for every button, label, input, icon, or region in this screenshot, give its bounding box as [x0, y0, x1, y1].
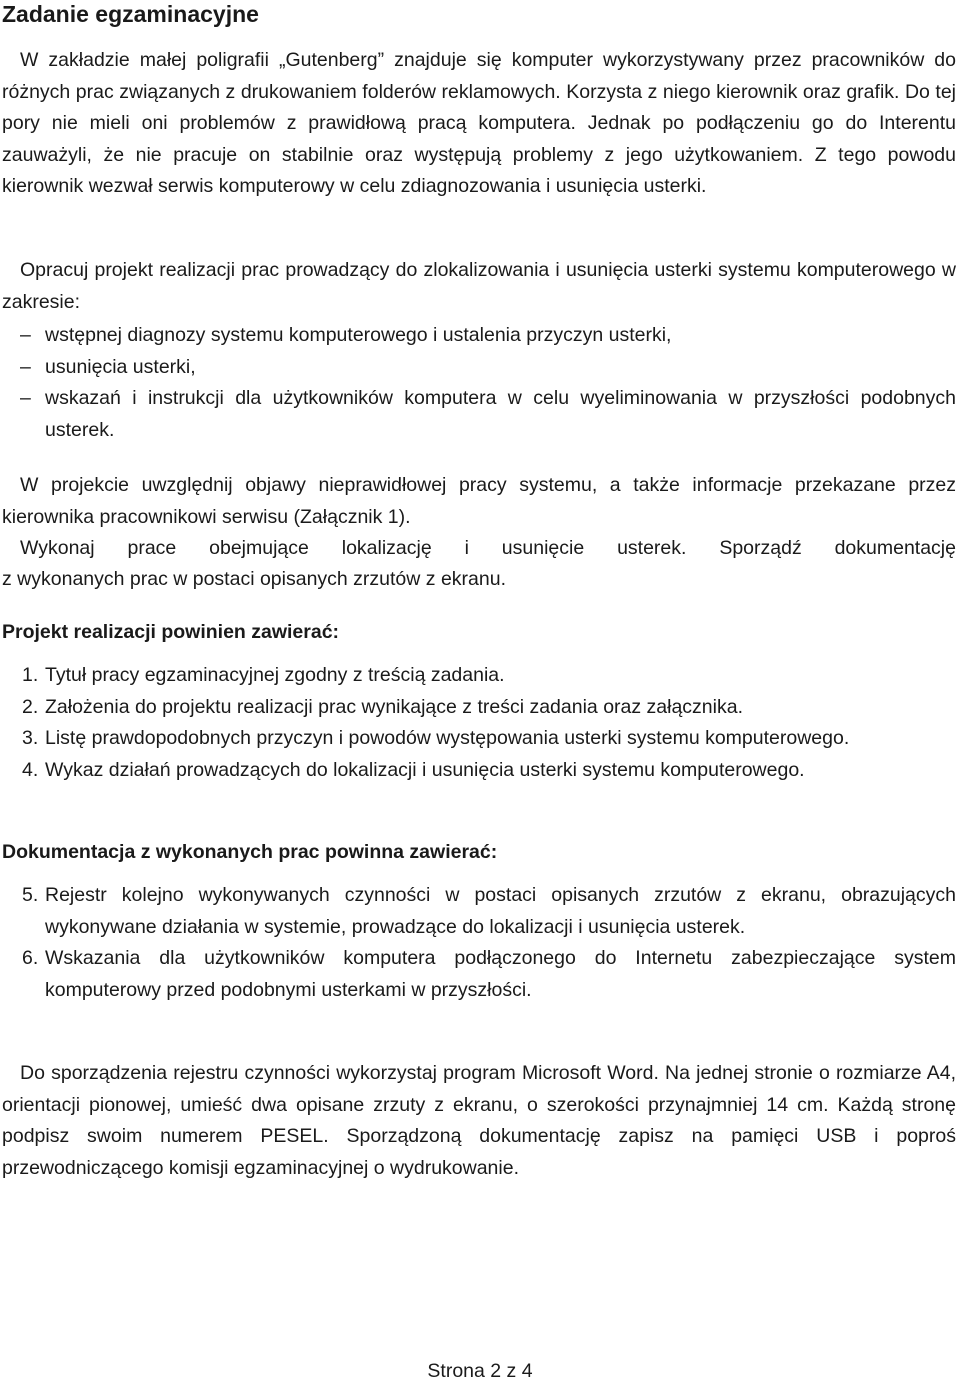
execute-line-2: z wykonanych prac w postaci opisanych zrzutów z ekranu.: [2, 568, 506, 590]
item-text: Wykaz działań prowadzących do lokalizacji i usunięcia usterki systemu komputerowego.: [45, 758, 805, 781]
item-number: 3.: [22, 727, 39, 749]
execute-line-1: Wykonaj prace obejmujące lokalizację i usunięcie usterek. Sporządź dokumentację: [20, 537, 956, 559]
project-heading: Projekt realizacji powinien zawierać:: [2, 621, 340, 643]
scope-item-text: wstępnej diagnozy systemu komputerowego i ustalenia przyczyn usterki,: [45, 324, 672, 346]
project-item: [2, 723, 956, 755]
project-note-paragraph: W projekcie uwzględnij objawy nieprawidłowej pracy systemu, a także informacje przekazane przez kierownika pracownikowi serwisu (Załącznik 1).: [2, 474, 956, 528]
item-number: 1.: [22, 664, 39, 686]
documentation-heading: Dokumentacja z wykonanych prac powinna zawierać:: [2, 841, 498, 863]
scope-item-text: wskazań i instrukcji dla użytkowników komputera w celu wyeliminowania w przyszłości podobnych usterek.: [45, 387, 956, 441]
closing-paragraph: Do sporządzenia rejestru czynności wykorzystaj program Microsoft Word. Na jednej stronie o rozmiarze A4, orientacji pionowej, umieść dwa opisane zrzuty z ekranu, o szerokości przynajmniej 14 cm. Każdą stronę podpisz swoim numerem PESEL. Sporządzoną dokumentację zapisz na pamięci USB i poproś przewodniczącego komisji egzaminacyjnej o wydrukowanie.: [2, 1062, 956, 1179]
item-number: 4.: [22, 758, 39, 781]
project-item: [2, 692, 956, 724]
scope-item-text: usunięcia usterki,: [45, 355, 196, 378]
intro-paragraph: W zakładzie małej poligrafii „Gutenberg” znajduje się komputer wykorzystywany przez pracowników do różnych prac związanych z drukowaniem folderów reklamowych. Korzysta z niego kierownik oraz grafik. Do tej pory nie mieli oni problemów z prawidłową pracą komputera. Jednak po podłączeniu go do Interentu zauważyli, że nie pracuje on stabilnie oraz występują problemy z jego użytkowaniem. Z tego powodu kierownik wezwał serwis komputerowy w celu zdiagnozowania i usunięcia usterki.: [2, 49, 956, 197]
dash-bullet: –: [20, 387, 31, 409]
page-title: Zadanie egzaminacyjne: [2, 1, 259, 27]
project-item: [2, 660, 956, 692]
dash-bullet: –: [20, 355, 31, 378]
scope-list-item: [2, 352, 956, 384]
item-text: Założenia do projektu realizacji prac wynikające z treści zadania oraz załącznika.: [45, 695, 744, 718]
scope-list-item: [2, 383, 956, 446]
page-number-footer: Strona 2 z 4: [427, 1360, 533, 1382]
task-intro-paragraph: Opracuj projekt realizacji prac prowadzący do zlokalizowania i usunięcia usterki systemu komputerowego w zakresie:: [2, 259, 956, 313]
item-text: Listę prawdopodobnych przyczyn i powodów występowania usterki systemu komputerowego.: [45, 727, 850, 749]
dash-bullet: –: [20, 324, 31, 346]
item-text: Tytuł pracy egzaminacyjnej zgodny z treścią zadania.: [45, 664, 505, 686]
item-text: Wskazania dla użytkowników komputera podłączonego do Internetu zabezpieczające system komputerowy przed podobnymi usterkami w przyszłości.: [45, 947, 956, 1001]
scope-list-item: [2, 320, 956, 352]
project-items-list: [2, 660, 956, 786]
item-number: 5.: [22, 884, 39, 906]
documentation-item: [2, 880, 956, 943]
item-number: 2.: [22, 695, 39, 718]
project-item: [2, 755, 956, 787]
documentation-item: [2, 943, 956, 1006]
documentation-items-list: [2, 880, 956, 1006]
item-text: Rejestr kolejno wykonywanych czynności w postaci opisanych zrzutów z ekranu, obrazujących wykonywane działania w systemie, prowadzące do lokalizacji i usunięcia usterek.: [45, 884, 956, 938]
item-number: 6.: [22, 947, 39, 969]
scope-list: [2, 320, 956, 446]
